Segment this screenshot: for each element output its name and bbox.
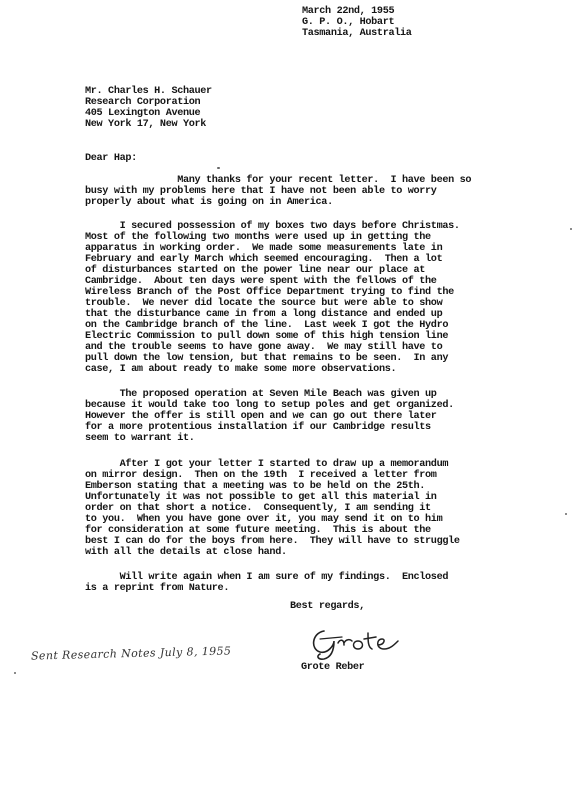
paragraph-5: Will write again when I am sure of my findings. Enclosed is a reprint from Nature. — [85, 572, 449, 594]
recipient-address: Mr. Charles H. Schauer Research Corporation 405 Lexington Avenue New York 17, New York — [85, 86, 212, 130]
handwritten-signature — [306, 619, 416, 663]
closing: Best regards, — [290, 601, 365, 612]
signer-name: Grote Reber — [301, 662, 365, 673]
salutation: Dear Hap: — [85, 153, 137, 164]
scan-speck — [14, 672, 16, 674]
handwritten-note: Sent Research Notes July 8, 1955 — [30, 644, 232, 663]
paragraph-3: The proposed operation at Seven Mile Beach was given up because it would take too long to setup poles and get organized. However the offer is still open and we can go out there later for a more protentious installation if our Cambridge results seem to warrant it. — [85, 389, 454, 444]
letter-date-place: March 22nd, 1955 G. P. O., Hobart Tasmania, Australia — [302, 6, 412, 39]
paragraph-1: Many thanks for your recent letter. I have been so busy with my problems here that I have not been able to worry properly about what is going on in America. — [85, 175, 472, 208]
scan-speck — [565, 513, 567, 515]
paragraph-4: After I got your letter I started to draw up a memorandum on mirror design. Then on the 19th I received a letter from Emberson stating that a meeting was to be held on the 25th. Unfortunately it was not possible to get all this material in order on that short a notice. Consequently, I am sending it to you. When you have gone over it, you may send it on to him for consideration at some future meeting. This is about the best I can do for the boys from here. They will have to struggle with all the details at close hand. — [85, 459, 460, 558]
paragraph-2: I secured possession of my boxes two days before Christmas. Most of the following two months were used up in getting the apparatus in working order. We made some measurements late in February and early March which seemed encouraging. Then a lot of disturbances started on the power line near our place at Cambridge. About ten days were spent with the fellows of the Wireless Branch of the Post Office Department trying to find the trouble. We never did locate the source but were able to show that the disturbance came in from a long distance and ended up on the Cambridge branch of the line. Last week I got the Hydro Electric Commission to pull down some of this high tension line and the trouble seems to have gone away. We may still have to pull down the low tension, but that remains to be seen. In any case, I am about ready to make some more observations. — [85, 221, 460, 375]
scan-speck — [570, 228, 572, 230]
scan-speck — [217, 167, 220, 169]
